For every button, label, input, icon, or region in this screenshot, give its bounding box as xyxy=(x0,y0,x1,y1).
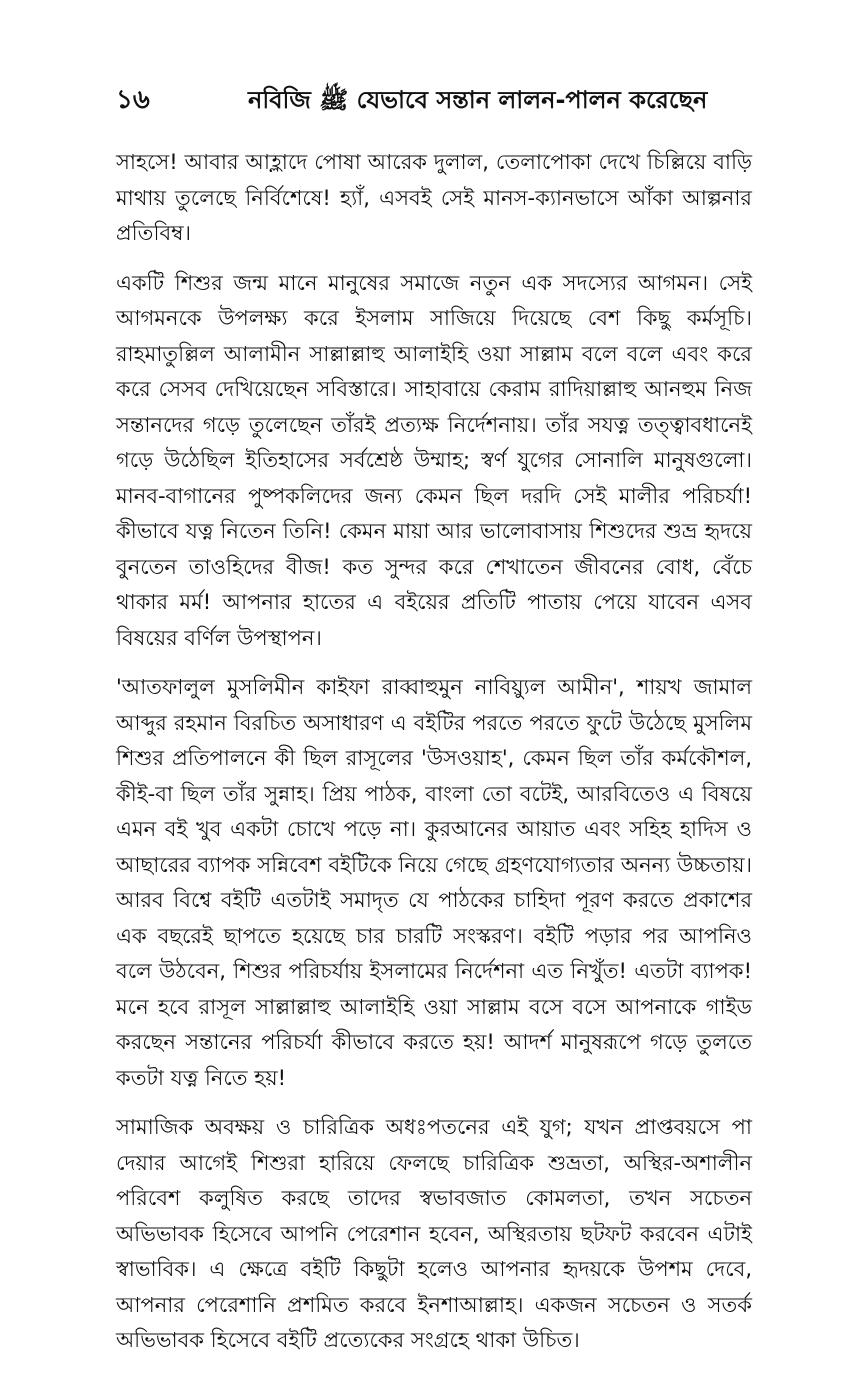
paragraph-3: 'আতফালুল মুসলিমীন কাইফা রাব্বাহুমুন নাবিয়্যুল আমীন', শায়খ জামাল আব্দুর রহমান বিরচিত অসাধারণ এ বইটির পরতে পরতে ফুটে উঠেছে মুসলিম শিশুর প্রতিপালনে কী ছিল রাসূলের 'উসওয়াহ', কেমন ছিল তাঁর কর্মকৌশল, কীই-বা ছিল তাঁর সুন্নাহ। প্রিয় পাঠক, বাংলা তো বটেই, আরবিতেও এ বিষয়ে এমন বই খুব একটা চোখে পড়ে না। কুরআনের আয়াত এবং সহিহ হাদিস ও আছারের ব্যাপক সন্নিবেশ বইটিকে নিয়ে গেছে গ্রহণযোগ্যতার অনন্য উচ্চতায়। আরব বিশ্বে বইটি এতটাই সমাদৃত যে পাঠকের চাহিদা পূরণ করতে প্রকাশের এক বছরেই ছাপতে হয়েছে চার চারটি সংস্করণ। বইটি পড়ার পর আপনিও বলে উঠবেন, শিশুর পরিচর্যায় ইসলামের নির্দেশনা এত নিখুঁত! এতটা ব্যাপক! মনে হবে রাসূল সাল্লাল্লাহু আলাইহি ওয়া সাল্লাম বসে বসে আপনাকে গাইড করছেন সন্তানের পরিচর্যা কীভাবে করতে হয়! আদর্শ মানুষরূপে গড়ে তুলতে কতটা যত্ন নিতে হয়! xyxy=(116,675,752,1090)
page-number: ১৬ xyxy=(116,85,150,115)
paragraph-1: সাহসে! আবার আহ্লাদে পোষা আরেক দুলাল, তেলাপোকা দেখে চিল্লিয়ে বাড়ি মাথায় তুলেছে নির্বিশেষে! হ্যাঁ, এসবই সেই মানস-ক্যানভাসে আঁকা আল্পনার প্রতিবিম্ব। xyxy=(116,150,752,245)
page-header xyxy=(116,84,760,124)
running-title: নবিজি ﷺ যেভাবে সন্তান লালন-পালন করেছেন xyxy=(248,86,708,114)
paragraph-2: একটি শিশুর জন্ম মানে মানুষের সমাজে নতুন এক সদস্যের আগমন। সেই আগমনকে উপলক্ষ্য করে ইসলাম সাজিয়ে দিয়েছে বেশ কিছু কর্মসূচি। রাহমাতুল্লিল আলামীন সাল্লাল্লাহু আলাইহি ওয়া সাল্লাম বলে বলে এবং করে করে সেসব দেখিয়েছেন সবিস্তারে। সাহাবায়ে কেরাম রাদিয়াল্লাহু আনহুম নিজ সন্তানদের গড়ে তুলেছেন তাঁরই প্রত্যক্ষ নির্দেশনায়। তাঁর সযত্ন তত্ত্বাবধানেই গড়ে উঠেছিল ইতিহাসের সর্বশ্রেষ্ঠ উম্মাহ; স্বর্ণ যুগের সোনালি মানুষগুলো। মানব-বাগানের পুষ্পকলিদের জন্য কেমন ছিল দরদি সেই মালীর পরিচর্যা! কীভাবে যত্ন নিতেন তিনি! কেমন মায়া আর ভালোবাসায় শিশুদের শুভ্র হৃদয়ে বুনতেন তাওহিদের বীজ! কত সুন্দর করে শেখাতেন জীবনের বোধ, বেঁচে থাকার মর্ম! আপনার হাতের এ বইয়ের প্রতিটি পাতায় পেয়ে যাবেন এসব বিষয়ের বর্ণিল উপস্থাপন। xyxy=(116,270,752,650)
paragraph-4: সামাজিক অবক্ষয় ও চারিত্রিক অধঃপতনের এই যুগ; যখন প্রাপ্তবয়সে পা দেয়ার আগেই শিশুরা হারিয়ে ফেলছে চারিত্রিক শুভ্রতা, অস্থির-অশালীন পরিবেশ কলুষিত করছে তাদের স্বভাবজাত কোমলতা, তখন সচেতন অভিভাবক হিসেবে আপনি পেরেশান হবেন, অস্থিরতায় ছটফট করবেন এটাই স্বাভাবিক। এ ক্ষেত্রে বইটি কিছুটা হলেও আপনার হৃদয়কে উপশম দেবে, আপনার পেরেশানি প্রশমিত করবে ইনশাআল্লাহ। একজন সচেতন ও সতর্ক অভিভাবক হিসেবে বইটি প্রত্যেকের সংগ্রহে থাকা উচিত। xyxy=(116,1115,752,1352)
body-text xyxy=(116,145,752,1373)
